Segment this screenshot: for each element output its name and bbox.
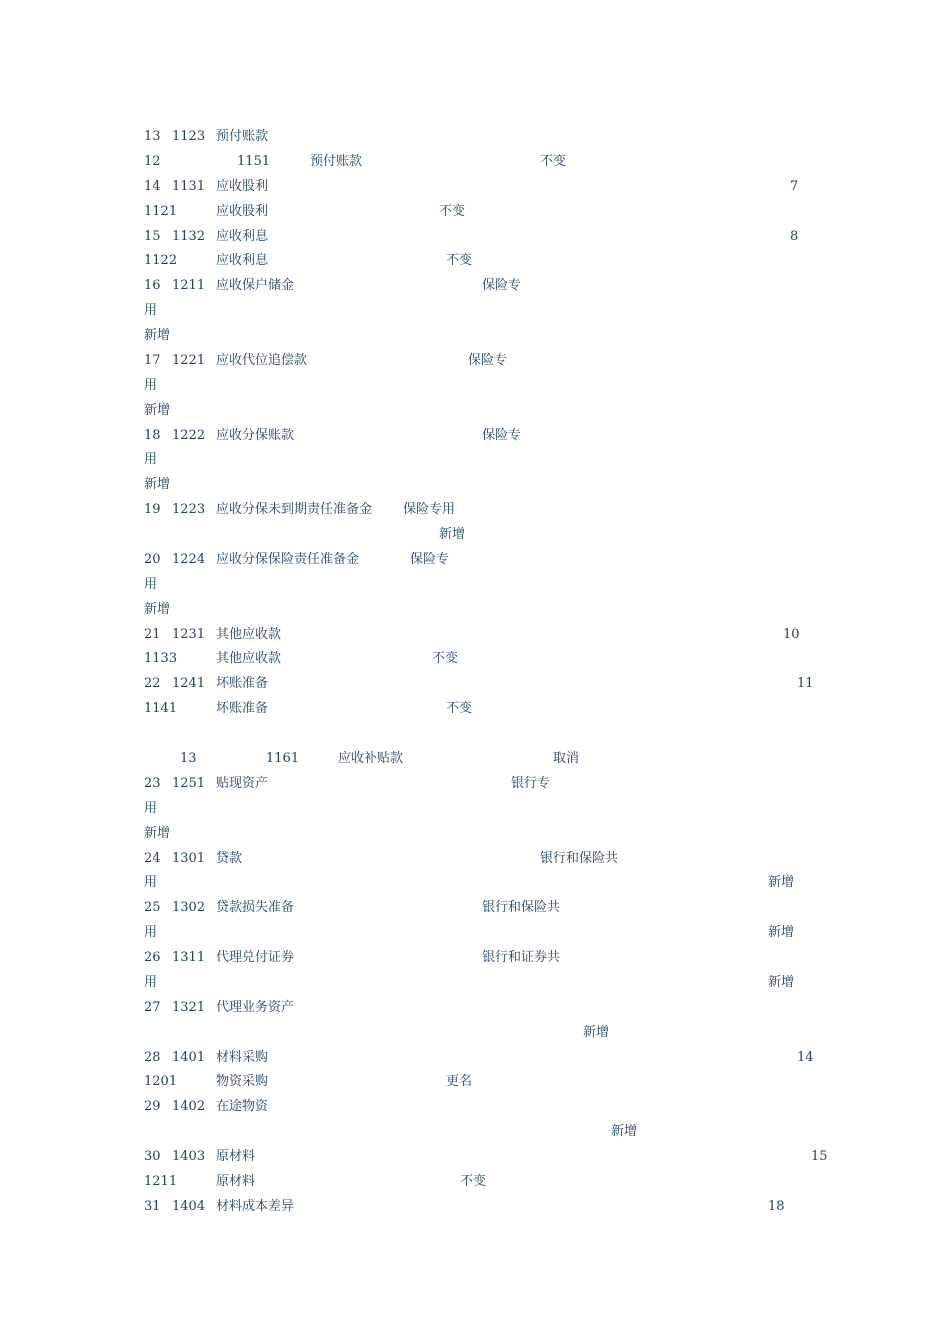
text-segment: 1231 bbox=[172, 627, 206, 642]
text-segment: 不变 bbox=[460, 1174, 487, 1189]
text-line bbox=[0, 1048, 950, 1068]
text-segment: 1302 bbox=[172, 900, 206, 915]
text-segment: 取消 bbox=[553, 751, 580, 766]
text-segment: 应收分保保险责任准备金 bbox=[216, 552, 360, 567]
text-segment: 1251 bbox=[172, 776, 206, 791]
text-segment: 新增 bbox=[611, 1124, 638, 1139]
text-line bbox=[0, 873, 950, 893]
text-line bbox=[0, 450, 950, 470]
text-segment: 15 bbox=[811, 1149, 828, 1164]
text-segment: 应收股利 bbox=[216, 204, 269, 219]
text-segment: 用 bbox=[144, 452, 158, 467]
text-segment: 1211 bbox=[144, 1174, 178, 1189]
text-line bbox=[0, 351, 950, 371]
text-line bbox=[0, 1147, 950, 1167]
text-line bbox=[0, 401, 950, 421]
text-line bbox=[0, 575, 950, 595]
text-segment: 保险专用 bbox=[403, 502, 456, 517]
text-segment: 物资采购 bbox=[216, 1074, 269, 1089]
text-segment: 应收股利 bbox=[216, 179, 269, 194]
text-segment: 1223 bbox=[172, 502, 206, 517]
text-segment: 新增 bbox=[768, 925, 795, 940]
text-segment: 不变 bbox=[432, 651, 459, 666]
text-segment: 应收保户储金 bbox=[216, 278, 295, 293]
text-segment: 1311 bbox=[172, 950, 206, 965]
text-segment: 材料成本差异 bbox=[216, 1199, 295, 1214]
text-segment: 预付账款 bbox=[310, 154, 363, 169]
text-segment: 14 bbox=[144, 179, 161, 194]
text-line bbox=[0, 376, 950, 396]
text-segment: 24 bbox=[144, 851, 161, 866]
text-segment: 1132 bbox=[172, 229, 206, 244]
text-line bbox=[0, 600, 950, 620]
text-segment: 贷款 bbox=[216, 851, 243, 866]
text-segment: 保险专 bbox=[482, 428, 522, 443]
text-segment: 用 bbox=[144, 577, 158, 592]
text-line bbox=[0, 824, 950, 844]
text-segment: 应收代位追偿款 bbox=[216, 353, 308, 368]
text-segment: 贷款损失准备 bbox=[216, 900, 295, 915]
text-segment: 材料采购 bbox=[216, 1050, 269, 1065]
text-segment: 代理业务资产 bbox=[216, 1000, 295, 1015]
text-segment: 预付账款 bbox=[216, 129, 269, 144]
text-segment: 7 bbox=[790, 179, 799, 194]
text-segment: 10 bbox=[783, 627, 800, 642]
text-segment: 保险专 bbox=[482, 278, 522, 293]
text-segment: 18 bbox=[768, 1199, 785, 1214]
text-segment: 1133 bbox=[144, 651, 178, 666]
text-segment: 保险专 bbox=[468, 353, 508, 368]
text-line bbox=[0, 152, 950, 172]
text-line bbox=[0, 1097, 950, 1117]
text-line bbox=[0, 301, 950, 321]
text-line bbox=[0, 699, 950, 719]
text-segment: 新增 bbox=[439, 527, 466, 542]
text-line bbox=[0, 774, 950, 794]
text-segment: 1131 bbox=[172, 179, 206, 194]
text-segment: 1201 bbox=[144, 1074, 178, 1089]
text-segment: 28 bbox=[144, 1050, 161, 1065]
text-segment: 1241 bbox=[172, 676, 206, 691]
text-segment: 新增 bbox=[768, 875, 795, 890]
text-segment: 用 bbox=[144, 303, 158, 318]
text-segment: 1401 bbox=[172, 1050, 206, 1065]
text-segment: 15 bbox=[144, 229, 161, 244]
text-segment: 1403 bbox=[172, 1149, 206, 1164]
text-line bbox=[0, 550, 950, 570]
text-segment: 8 bbox=[790, 229, 799, 244]
text-segment: 新增 bbox=[144, 403, 171, 418]
text-segment: 14 bbox=[797, 1050, 814, 1065]
text-segment: 1211 bbox=[172, 278, 206, 293]
text-line bbox=[0, 998, 950, 1018]
text-segment: 1301 bbox=[172, 851, 206, 866]
text-segment: 应收分保未到期责任准备金 bbox=[216, 502, 373, 517]
text-line bbox=[0, 1023, 950, 1043]
text-segment: 25 bbox=[144, 900, 161, 915]
text-segment: 用 bbox=[144, 875, 158, 890]
text-segment: 1404 bbox=[172, 1199, 206, 1214]
text-segment: 贴现资产 bbox=[216, 776, 269, 791]
text-line bbox=[0, 625, 950, 645]
text-line bbox=[0, 525, 950, 545]
text-line bbox=[0, 1122, 950, 1142]
text-line bbox=[0, 948, 950, 968]
text-segment: 1221 bbox=[172, 353, 206, 368]
text-line bbox=[0, 1172, 950, 1192]
text-segment: 用 bbox=[144, 801, 158, 816]
text-segment: 原材料 bbox=[216, 1174, 256, 1189]
text-segment: 16 bbox=[144, 278, 161, 293]
text-segment: 新增 bbox=[583, 1025, 610, 1040]
text-line bbox=[0, 649, 950, 669]
text-segment: 21 bbox=[144, 627, 161, 642]
text-segment: 应收补贴款 bbox=[338, 751, 404, 766]
text-segment: 27 bbox=[144, 1000, 161, 1015]
text-segment: 坏账准备 bbox=[216, 676, 269, 691]
text-line bbox=[0, 674, 950, 694]
text-segment: 新增 bbox=[144, 477, 171, 492]
text-segment: 新增 bbox=[144, 826, 171, 841]
text-segment: 22 bbox=[144, 676, 161, 691]
text-segment: 代理兑付证券 bbox=[216, 950, 295, 965]
text-segment: 1321 bbox=[172, 1000, 206, 1015]
text-segment: 13 bbox=[180, 751, 197, 766]
text-segment: 新增 bbox=[144, 602, 171, 617]
text-segment: 保险专 bbox=[410, 552, 450, 567]
text-segment: 不变 bbox=[540, 154, 567, 169]
text-line bbox=[0, 227, 950, 247]
text-segment: 坏账准备 bbox=[216, 701, 269, 716]
text-segment: 1151 bbox=[237, 154, 271, 169]
text-line bbox=[0, 898, 950, 918]
text-segment: 应收分保账款 bbox=[216, 428, 295, 443]
text-line bbox=[0, 1072, 950, 1092]
text-segment: 1122 bbox=[144, 253, 178, 268]
text-segment: 应收利息 bbox=[216, 229, 269, 244]
text-segment: 20 bbox=[144, 552, 161, 567]
text-segment: 新增 bbox=[768, 975, 795, 990]
text-segment: 原材料 bbox=[216, 1149, 256, 1164]
text-segment: 不变 bbox=[446, 701, 473, 716]
text-segment: 19 bbox=[144, 502, 161, 517]
text-segment: 23 bbox=[144, 776, 161, 791]
text-segment: 银行和保险共 bbox=[540, 851, 619, 866]
text-segment: 用 bbox=[144, 925, 158, 940]
text-line bbox=[0, 202, 950, 222]
text-line bbox=[0, 251, 950, 271]
text-segment: 1121 bbox=[144, 204, 178, 219]
text-segment: 不变 bbox=[439, 204, 466, 219]
text-line bbox=[0, 749, 950, 769]
text-segment: 用 bbox=[144, 975, 158, 990]
text-segment: 银行专 bbox=[511, 776, 551, 791]
text-segment: 应收利息 bbox=[216, 253, 269, 268]
text-segment: 其他应收款 bbox=[216, 651, 282, 666]
text-segment: 1141 bbox=[144, 701, 178, 716]
text-segment: 银行和保险共 bbox=[482, 900, 561, 915]
text-line bbox=[0, 326, 950, 346]
text-segment: 31 bbox=[144, 1199, 161, 1214]
text-line bbox=[0, 177, 950, 197]
text-segment: 12 bbox=[144, 154, 161, 169]
text-segment: 在途物资 bbox=[216, 1099, 269, 1114]
text-segment: 30 bbox=[144, 1149, 161, 1164]
text-line bbox=[0, 1197, 950, 1217]
text-segment: 用 bbox=[144, 378, 158, 393]
text-line bbox=[0, 426, 950, 446]
text-segment: 不变 bbox=[446, 253, 473, 268]
text-segment: 17 bbox=[144, 353, 161, 368]
text-segment: 1222 bbox=[172, 428, 206, 443]
text-line bbox=[0, 127, 950, 147]
text-line bbox=[0, 475, 950, 495]
text-line bbox=[0, 973, 950, 993]
text-segment: 更名 bbox=[446, 1074, 473, 1089]
text-segment: 银行和证券共 bbox=[482, 950, 561, 965]
text-segment: 18 bbox=[144, 428, 161, 443]
text-segment: 11 bbox=[797, 676, 814, 691]
text-segment: 新增 bbox=[144, 328, 171, 343]
text-line bbox=[0, 799, 950, 819]
text-segment: 其他应收款 bbox=[216, 627, 282, 642]
text-line bbox=[0, 724, 950, 744]
text-line bbox=[0, 500, 950, 520]
text-segment: 13 bbox=[144, 129, 161, 144]
text-line bbox=[0, 276, 950, 296]
text-segment: 26 bbox=[144, 950, 161, 965]
text-line bbox=[0, 849, 950, 869]
text-segment: 1402 bbox=[172, 1099, 206, 1114]
text-segment: 1123 bbox=[172, 129, 206, 144]
text-segment: 1161 bbox=[266, 751, 300, 766]
text-segment: 29 bbox=[144, 1099, 161, 1114]
text-segment: 1224 bbox=[172, 552, 206, 567]
text-line bbox=[0, 923, 950, 943]
